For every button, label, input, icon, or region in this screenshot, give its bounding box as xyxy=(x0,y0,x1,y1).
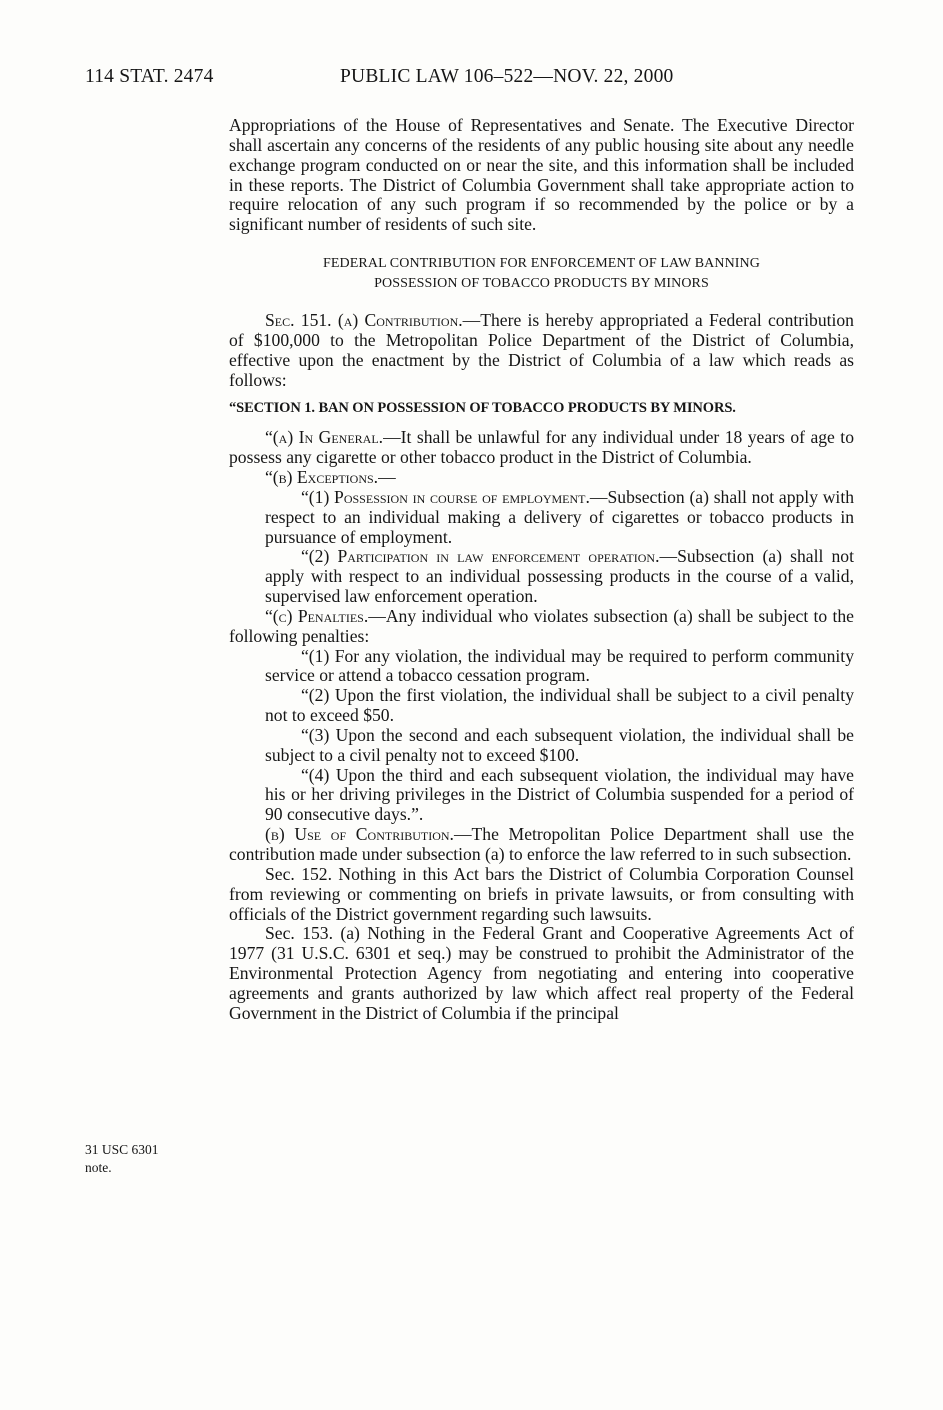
section-151-paragraph xyxy=(229,311,854,390)
margin-note-citation: 31 USC 6301 xyxy=(85,1142,159,1157)
paragraph-b1-label: “(1) Possession in course of employment. xyxy=(301,486,590,507)
penalty-3: “(3) Upon the second and each subsequent violation, the individual shall be subject to a civil penalty not to exceed $100. xyxy=(265,724,854,765)
subsection-c-label: “(c) Penalties. xyxy=(265,605,369,626)
public-law-title: PUBLIC LAW 106–522—NOV. 22, 2000 xyxy=(340,66,674,87)
section-1-heading: “SECTION 1. BAN ON POSSESSION OF TOBACCO PRODUCTS BY MINORS. xyxy=(229,400,736,417)
document-body xyxy=(229,116,854,1024)
section-caption-line2: POSSESSION OF TOBACCO PRODUCTS BY MINORS xyxy=(374,275,709,291)
statute-page-number: 114 STAT. 2474 xyxy=(85,66,214,87)
subsection-b-text: — xyxy=(378,466,396,487)
subsection-b xyxy=(229,468,854,488)
section-151-label: Sec. 151. (a) Contribution. xyxy=(265,310,463,331)
penalty-1: “(1) For any violation, the individual may be required to perform community service or attend a tobacco cessation program. xyxy=(265,645,854,686)
paragraph-continuation: Appropriations of the House of Representatives and Senate. The Executive Director shall ascertain any concerns of the residents of any public housing site about any needle exchange program conducted on or near the site, and this information shall be included in these reports. The District of Columbia Government shall take appropriate action to require relocation of any such program if so recommended by the police or by a significant number of residents of such site. xyxy=(229,115,854,235)
paragraph-b1-text: —Subsection (a) shall not apply with respect to an individual making a delivery of cigarettes or tobacco products in pursuance of employment. xyxy=(265,486,855,547)
section-152: Sec. 152. Nothing in this Act bars the District of Columbia Corporation Counsel from reviewing or commenting on briefs in private lawsuits, or from consulting with officials of the District government regarding such lawsuits. xyxy=(229,863,854,924)
use-of-contribution-label: (b) Use of Contribution. xyxy=(265,824,454,845)
section-153: Sec. 153. (a) Nothing in the Federal Grant and Cooperative Agreements Act of 1977 (31 U.S.C. 6301 et seq.) may be construed to prohibit the Administrator of the Environmental Protection Agency from negotiating and entering into cooperative agreements and grants authorized by law which affect real property of the Federal Government in the District of Columbia if the principal xyxy=(229,923,854,1023)
section-151-text: —There is hereby appropriated a Federal contribution of $100,000 to the Metropolitan Police Department of the District of Columbia, effective upon the enactment by the District of Columbia of a law which reads as follows: xyxy=(229,310,854,390)
paragraph-b1 xyxy=(229,488,854,548)
paragraph-b2-label: “(2) Participation in law enforcement operation. xyxy=(301,546,660,567)
subsection-a xyxy=(229,428,854,468)
subsection-a-label: “(a) In General. xyxy=(265,427,384,448)
paragraph-b2 xyxy=(229,547,854,607)
subsection-a-text: —It shall be unlawful for any individual under 18 years of age to possess any cigarette or other tobacco product in the District of Columbia. xyxy=(229,427,854,468)
section-caption xyxy=(229,254,854,293)
penalty-4: “(4) Upon the third and each subsequent violation, the individual may have his or her driving privileges in the District of Columbia suspended for a period of 90 consecutive days.”. xyxy=(265,764,854,825)
margin-note-suffix: note. xyxy=(85,1160,112,1175)
margin-note xyxy=(85,1141,159,1177)
use-of-contribution-text: —The Metropolitan Police Department shall use the contribution made under subsection (a) to enforce the law referred to in such subsection. xyxy=(229,824,854,864)
subsection-c-text: —Any individual who violates subsection (a) shall be subject to the following penalties: xyxy=(229,605,854,646)
section-caption-line1: FEDERAL CONTRIBUTION FOR ENFORCEMENT OF LAW BANNING xyxy=(323,256,760,272)
paragraph-b2-text: —Subsection (a) shall not apply with respect to an individual possessing products in the course of a valid, supervised law enforcement operation. xyxy=(265,546,854,607)
use-of-contribution xyxy=(229,825,854,865)
penalty-2: “(2) Upon the first violation, the individual shall be subject to a civil penalty not to exceed $50. xyxy=(265,685,854,726)
subsection-c xyxy=(229,607,854,647)
subsection-b-label: “(b) Exceptions. xyxy=(265,466,379,487)
